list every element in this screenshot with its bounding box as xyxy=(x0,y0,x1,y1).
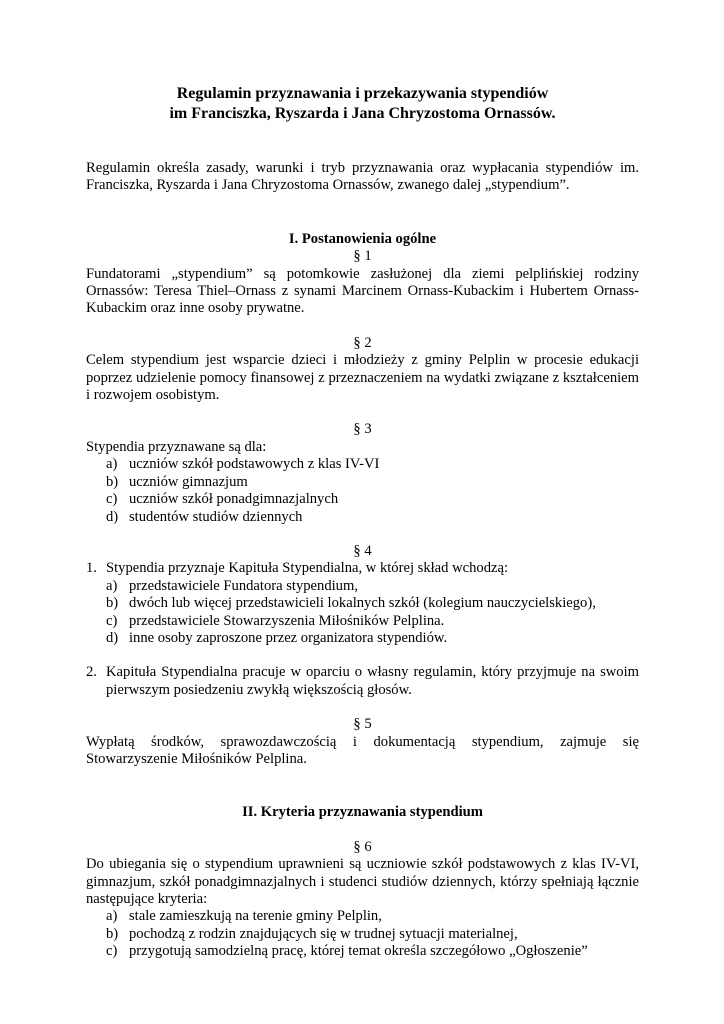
list-item: c) przygotują samodzielną pracę, której temat określa szczegółowo „Ogłoszenie” xyxy=(106,943,588,960)
list-item: b) dwóch lub więcej przedstawicieli lokalnych szkół (kolegium nauczycielskiego), xyxy=(106,595,596,612)
list-item: d) studentów studiów dziennych xyxy=(106,508,303,525)
paragraph-3-list xyxy=(86,456,639,526)
paragraph-sign-3: § 3 xyxy=(353,421,372,438)
document-title xyxy=(86,84,639,124)
list-item: a) stale zamieszkują na terenie gminy Pelplin, xyxy=(106,908,382,925)
list-item: a) uczniów szkół podstawowych z klas IV-VI xyxy=(106,456,380,473)
paragraph-5-text: Wypłatą środków, sprawozdawczością i dokumentacją stypendium, zajmuje się Stowarzyszenie Miłośników Pelplina. xyxy=(86,733,639,767)
list-item: c) przedstawiciele Stowarzyszenia Miłośników Pelplina. xyxy=(106,612,445,629)
list-item: a) przedstawiciele Fundatora stypendium, xyxy=(106,577,358,594)
paragraph-sign-4: § 4 xyxy=(353,542,372,559)
document-page xyxy=(86,84,639,961)
paragraph-6-list xyxy=(86,908,639,960)
section-1-heading: I. Postanowienia ogólne xyxy=(288,230,437,247)
paragraph-6-text: Do ubiegania się o stypendium uprawnieni są uczniowie szkół podstawowych z klas IV-VI, gimnazjum, szkół ponadgimnazjalnych i studenci studiów dziennych, którzy spełniają łącznie następujące kryteria: xyxy=(86,856,639,907)
title-line-2: im Franciszka, Ryszarda i Jana Chryzostoma Ornassów. xyxy=(169,105,556,122)
section-2-heading: II. Kryteria przyznawania stypendium xyxy=(242,804,483,821)
intro-paragraph: Regulamin określa zasady, warunki i tryb przyznawania oraz wypłacania stypendiów im. Franciszka, Ryszarda i Jana Chryzostoma Ornassów, zwanego dalej „stypendium”. xyxy=(86,160,639,194)
list-item: b) pochodzą z rodzin znajdujących się w trudnej sytuacji materialnej, xyxy=(106,925,518,942)
list-item: b) uczniów gimnazjum xyxy=(106,473,248,490)
paragraph-4-list xyxy=(86,578,639,648)
paragraph-1-text: Fundatorami „stypendium” są potomkowie zasłużonej dla ziemi pelplińskiej rodziny Ornassów: Teresa Thiel–Ornass z synami Marcinem Ornass-Kubackim i Hubertem Ornass-Kubackim oraz inne osoby prywatne. xyxy=(86,265,639,317)
paragraph-3-text: Stypendia przyznawane są dla: xyxy=(86,438,267,455)
paragraph-sign-1: § 1 xyxy=(353,248,372,265)
paragraph-2-text: Celem stypendium jest wsparcie dzieci i młodzieży z gminy Pelplin w procesie edukacji poprzez udzielenie pomocy finansowej z przeznaczeniem na wydatki związane z kształceniem i rozwojem osobistym. xyxy=(86,352,639,404)
list-item: d) inne osoby zaproszone przez organizatora stypendiów. xyxy=(106,629,448,646)
paragraph-sign-5: § 5 xyxy=(353,716,372,733)
paragraph-4-point-2: 2. Kapituła Stypendialna pracuje w oparciu o własny regulamin, który przyjmuje na swoim pierwszym posiedzeniu zwykłą większością głosów. xyxy=(86,664,639,698)
list-item: c) uczniów szkół ponadgimnazjalnych xyxy=(106,491,339,508)
paragraph-4-point-1: 1. Stypendia przyznaje Kapituła Stypendialna, w której skład wchodzą: xyxy=(86,560,509,577)
paragraph-sign-2: § 2 xyxy=(353,334,372,351)
paragraph-sign-6: § 6 xyxy=(353,838,372,855)
title-line-1: Regulamin przyznawania i przekazywania stypendiów xyxy=(176,85,549,102)
